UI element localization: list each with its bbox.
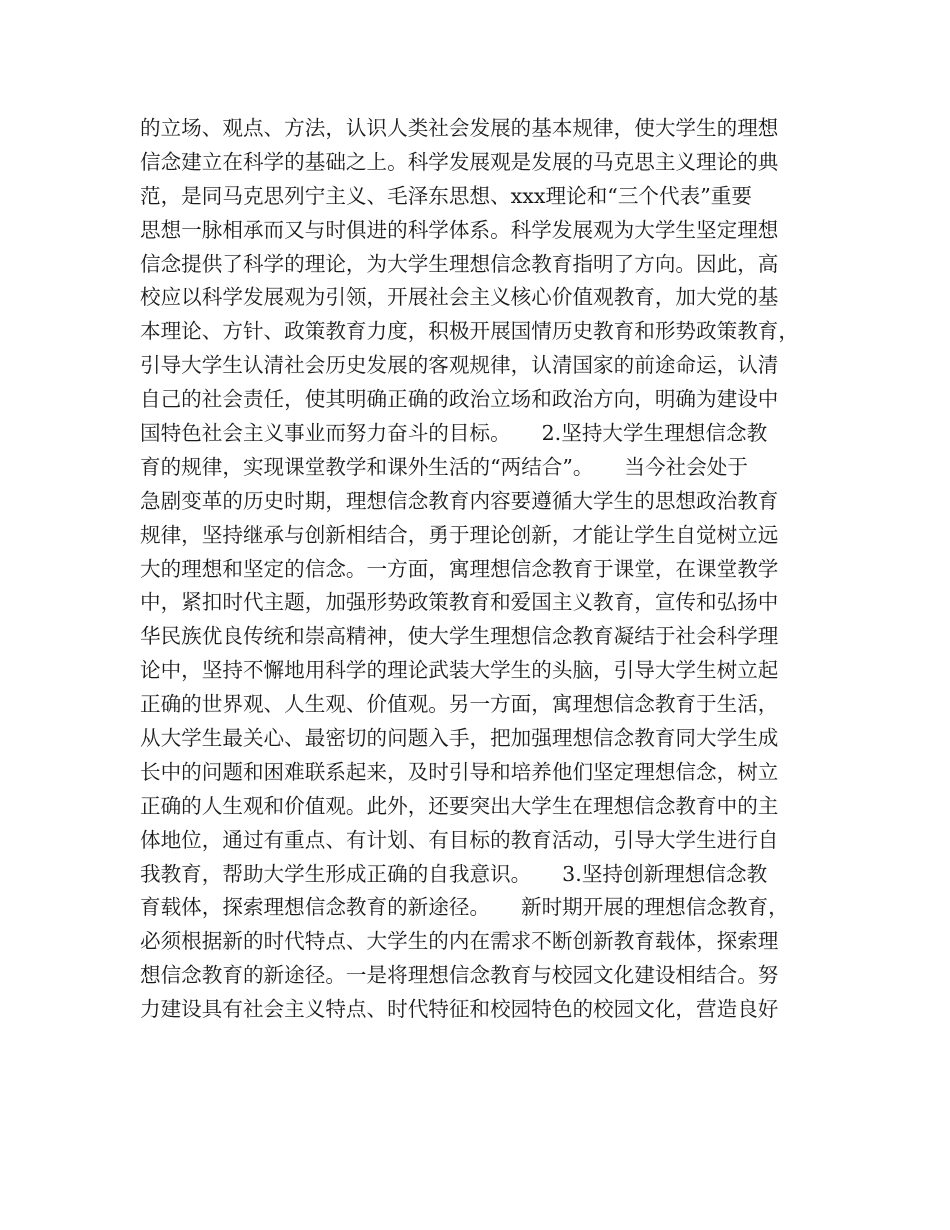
text-line-19: 从大学生最关心、最密切的问题入手，把加强理想信念教育同大学生成 [140,726,779,751]
text-line-9: 自己的社会责任，使其明确正确的政治立场和政治方向，明确为建设中 [140,387,779,412]
text-line-6: 校应以科学发展观为引领，开展社会主义核心价值观教育，加大党的基 [140,285,779,310]
text-line-1: 的立场、观点、方法，认识人类社会发展的基本规律，使大学生的理想 [140,116,779,140]
text-line-10: 国特色社会主义事业而努力奋斗的目标。 2.坚持大学生理想信念教 [140,421,768,446]
text-line-2: 信念建立在科学的基础之上。科学发展观是发展的马克思主义理论的典 [140,149,779,174]
body-text [140,112,830,1027]
text-line-25: 必须根据新的时代特点、大学生的内在需求不断创新教育载体，探索理 [140,929,779,954]
text-line-16: 华民族优良传统和崇高精神，使大学生理想信念教育凝结于社会科学理 [140,624,779,649]
text-line-5: 信念提供了科学的理论，为大学生理想信念教育指明了方向。因此，高 [140,251,779,276]
text-line-13: 规律，坚持继承与创新相结合，勇于理论创新，才能让学生自觉树立远 [140,522,779,547]
text-line-12: 急剧变革的历史时期，理想信念教育内容要遵循大学生的思想政治教育 [140,488,779,513]
text-line-20: 长中的问题和困难联系起来，及时引导和培养他们坚定理想信念，树立 [140,759,779,784]
text-line-4: 思想一脉相承而又与时俱进的科学体系。科学发展观为大学生坚定理想 [140,217,779,242]
text-line-8: 引导大学生认清社会历史发展的客观规律，认清国家的前途命运，认清 [140,353,779,378]
text-line-11: 育的规律，实现课堂教学和课外生活的“两结合”。 当今社会处于 [140,454,748,479]
text-line-3: 范，是同马克思列宁主义、毛泽东思想、xxx理论和“三个代表”重要 [140,183,752,208]
text-line-27: 力建设具有社会主义特点、时代特征和校园特色的校园文化，营造良好 [140,997,779,1022]
text-line-24: 育载体，探索理想信念教育的新途径。 新时期开展的理想信念教育， [140,895,789,920]
text-line-22: 体地位，通过有重点、有计划、有目标的教育活动，引导大学生进行自 [140,827,779,852]
text-line-7: 本理论、方针、政策教育力度，积极开展国情历史教育和形势政策教育， [140,319,799,344]
text-line-21: 正确的人生观和价值观。此外，还要突出大学生在理想信念教育中的主 [140,793,779,818]
text-line-23: 我教育，帮助大学生形成正确的自我意识。 3.坚持创新理想信念教 [140,861,768,886]
text-line-15: 中，紧扣时代主题，加强形势政策教育和爱国主义教育，宣传和弘扬中 [140,590,779,615]
text-line-17: 论中，坚持不懈地用科学的理论武装大学生的头脑，引导大学生树立起 [140,658,779,683]
text-line-14: 大的理想和坚定的信念。一方面，寓理想信念教育于课堂，在课堂教学 [140,556,779,581]
text-line-18: 正确的世界观、人生观、价值观。另一方面，寓理想信念教育于生活， [140,692,779,717]
text-line-26: 想信念教育的新途径。一是将理想信念教育与校园文化建设相结合。努 [140,963,779,988]
